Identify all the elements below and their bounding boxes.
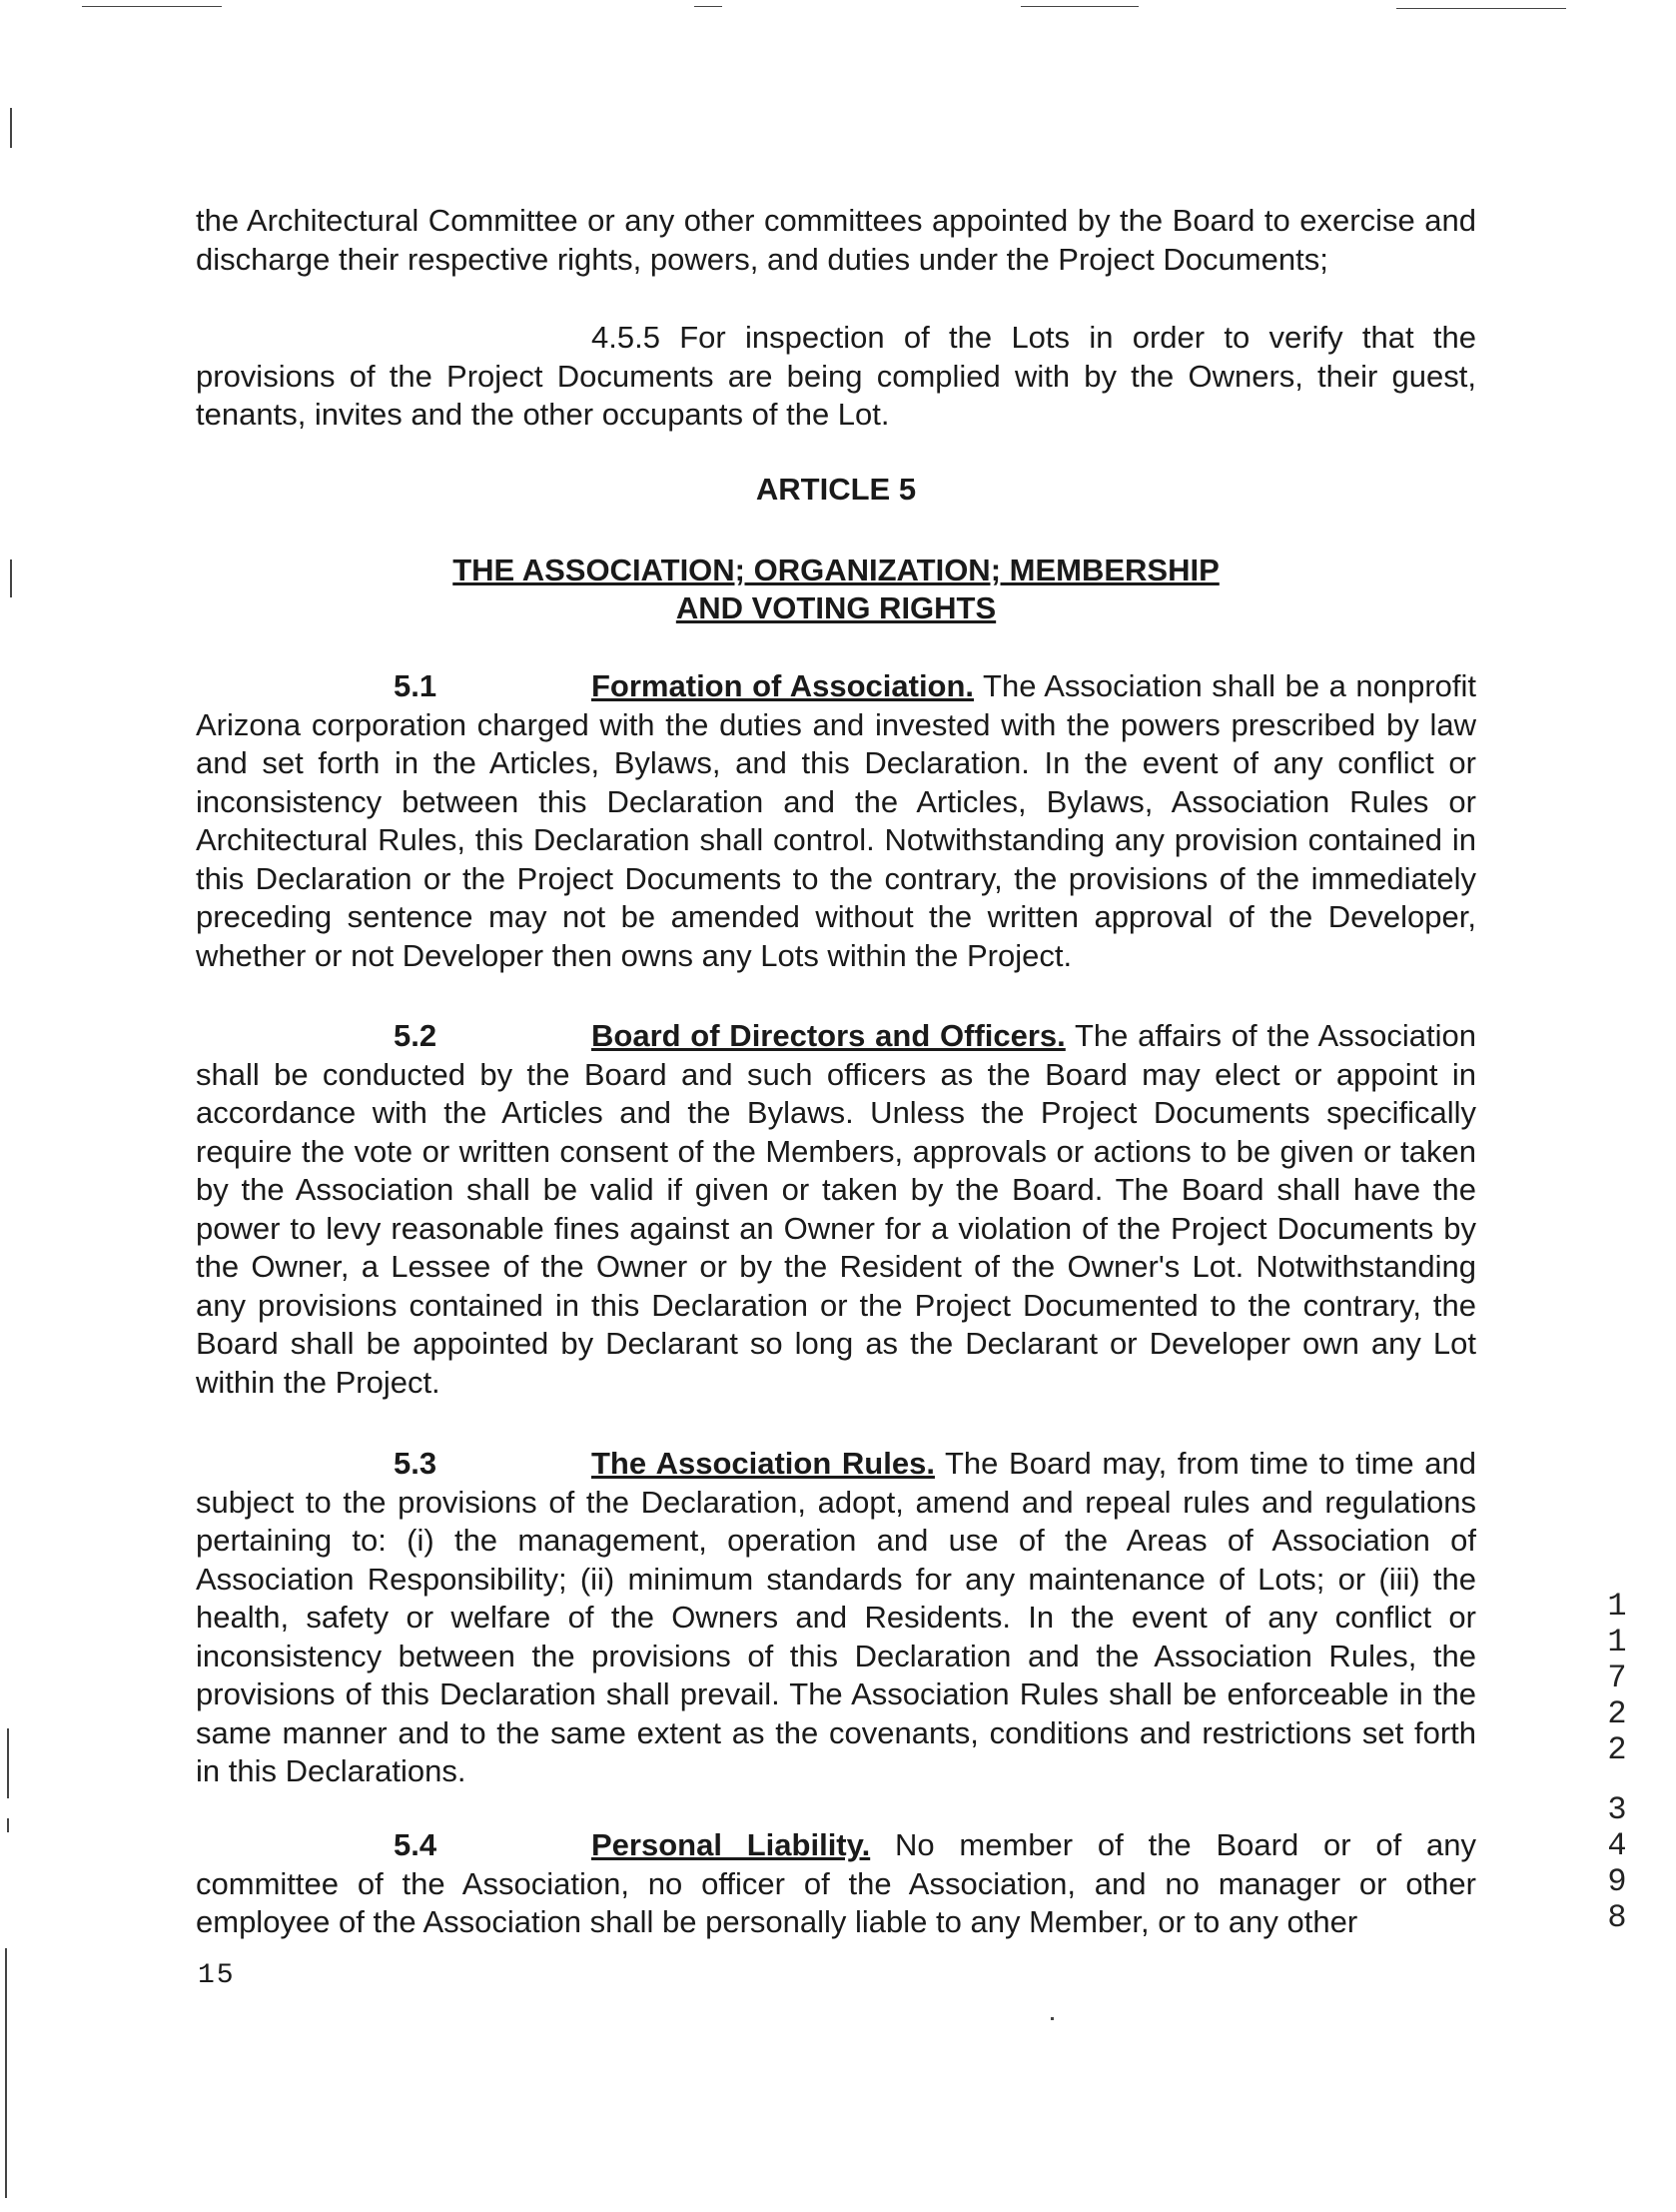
section-5-4 — [196, 1826, 1476, 1942]
section-5-3 — [196, 1445, 1476, 1791]
section-body: No member of the Board or of any committee of the Association, no officer of the Association, and no manager or other employee of the Association shall be personally liable to any Member, or to any other — [196, 1827, 1476, 1939]
stamp-digit: 8 — [1607, 1899, 1627, 1936]
scan-artifact-line — [1396, 8, 1566, 9]
section-body: The Association shall be a nonprofit Arizona corporation charged with the duties and invested with the powers prescribed by law and set forth in the Articles, Bylaws, and this Declaration. In the event of any conflict or inconsistency between this Declaration and the Articles, Bylaws, Association Rules or Architectural Rules, this Declaration shall control. Notwithstanding any provision contained in this Declaration or the Project Documents to the contrary, the provisions of the immediately preceding sentence may not be amended without the written approval of the Developer, whether or not Developer then owns any Lots within the Project. — [196, 668, 1477, 973]
scan-artifact-line — [1021, 6, 1139, 7]
section-number: 5.1 — [394, 668, 437, 703]
stamp-digit: 2 — [1607, 1695, 1627, 1732]
section-heading: The Association Rules. — [591, 1446, 935, 1481]
article-subtitle-line1: THE ASSOCIATION; ORGANIZATION; MEMBERSHIP — [452, 553, 1220, 587]
section-heading: Formation of Association. — [591, 668, 975, 703]
section-number: 5.4 — [394, 1827, 437, 1862]
scan-artifact-line — [7, 1818, 9, 1832]
scan-artifact-line — [10, 559, 12, 597]
recording-stamp — [1602, 1589, 1632, 1936]
intro-paragraph — [196, 202, 1476, 279]
section-5-1 — [196, 667, 1476, 975]
scan-artifact-line — [10, 108, 12, 148]
stamp-digit: 3 — [1607, 1791, 1627, 1828]
scan-artifact-dot — [1051, 2017, 1054, 2020]
article-subtitle-line2: AND VOTING RIGHTS — [675, 590, 997, 625]
scan-artifact-line — [694, 6, 722, 7]
article-subtitle — [196, 552, 1476, 627]
stamp-digit: 9 — [1607, 1863, 1627, 1900]
stamp-digit: 1 — [1607, 1588, 1627, 1625]
section-body: The Board may, from time to time and subject to the provisions of the Declaration, adopt, amend and repeal rules and regulations pertaining to: (i) the management, operation and use of the Areas of Association of Association Responsibility; (ii) minimum standards for any maintenance of Lots; or (iii) the health, safety or welfare of the Owners and Residents. In the event of any conflict or inconsistency between the provisions of this Declaration and the Association Rules, the provisions of this Declaration shall prevail. The Association Rules shall be enforceable in the same manner and to the same extent as the covenants, conditions and restrictions set forth in this Declarations. — [196, 1446, 1476, 1788]
scan-artifact-line — [82, 6, 222, 7]
section-heading: Personal Liability. — [591, 1827, 871, 1862]
section-number: 5.3 — [394, 1446, 437, 1481]
stamp-digit: 4 — [1607, 1827, 1627, 1864]
section-heading: Board of Directors and Officers. — [591, 1018, 1066, 1053]
section-5-2 — [196, 1017, 1476, 1402]
article-title: ARTICLE 5 — [755, 472, 917, 507]
scan-artifact-line — [5, 1948, 7, 2198]
page-number: 15 — [198, 1960, 236, 1991]
section-body: The affairs of the Association shall be conducted by the Board and such officers as the Board may elect or appoint in accordance with the Articles and the Bylaws. Unless the Project Documents specifically require the vote or written consent of the Members, approvals or actions to be given or taken by the Association shall be valid if given or taken by the Board. The Board shall have the power to levy reasonable fines against an Owner for a violation of the Project Documents by the Owner, a Lessee of the Owner or by the Resident of the Owner's Lot. Notwithstanding any provisions contained in this Declaration or the Project Documented to the contrary, the Board shall be appointed by Declarant so long as the Declarant or Developer own any Lot within the Project. — [196, 1018, 1476, 1400]
scan-artifact-line — [7, 1728, 9, 1798]
paragraph-4-5-5 — [196, 319, 1476, 435]
intro-text: the Architectural Committee or any other committees appointed by the Board to exercise and discharge their respective rights, powers, and duties under the Project Documents; — [196, 203, 1476, 277]
paragraph-4-5-5-text: 4.5.5 For inspection of the Lots in order to verify that the provisions of the Project Documents are being complied with by the Owners, their guest, tenants, invites and the other occupants of the Lot. — [196, 320, 1476, 432]
stamp-digit: 2 — [1607, 1731, 1627, 1768]
section-number: 5.2 — [394, 1018, 437, 1053]
stamp-digit: 7 — [1607, 1659, 1627, 1696]
stamp-digit: 1 — [1607, 1624, 1627, 1660]
